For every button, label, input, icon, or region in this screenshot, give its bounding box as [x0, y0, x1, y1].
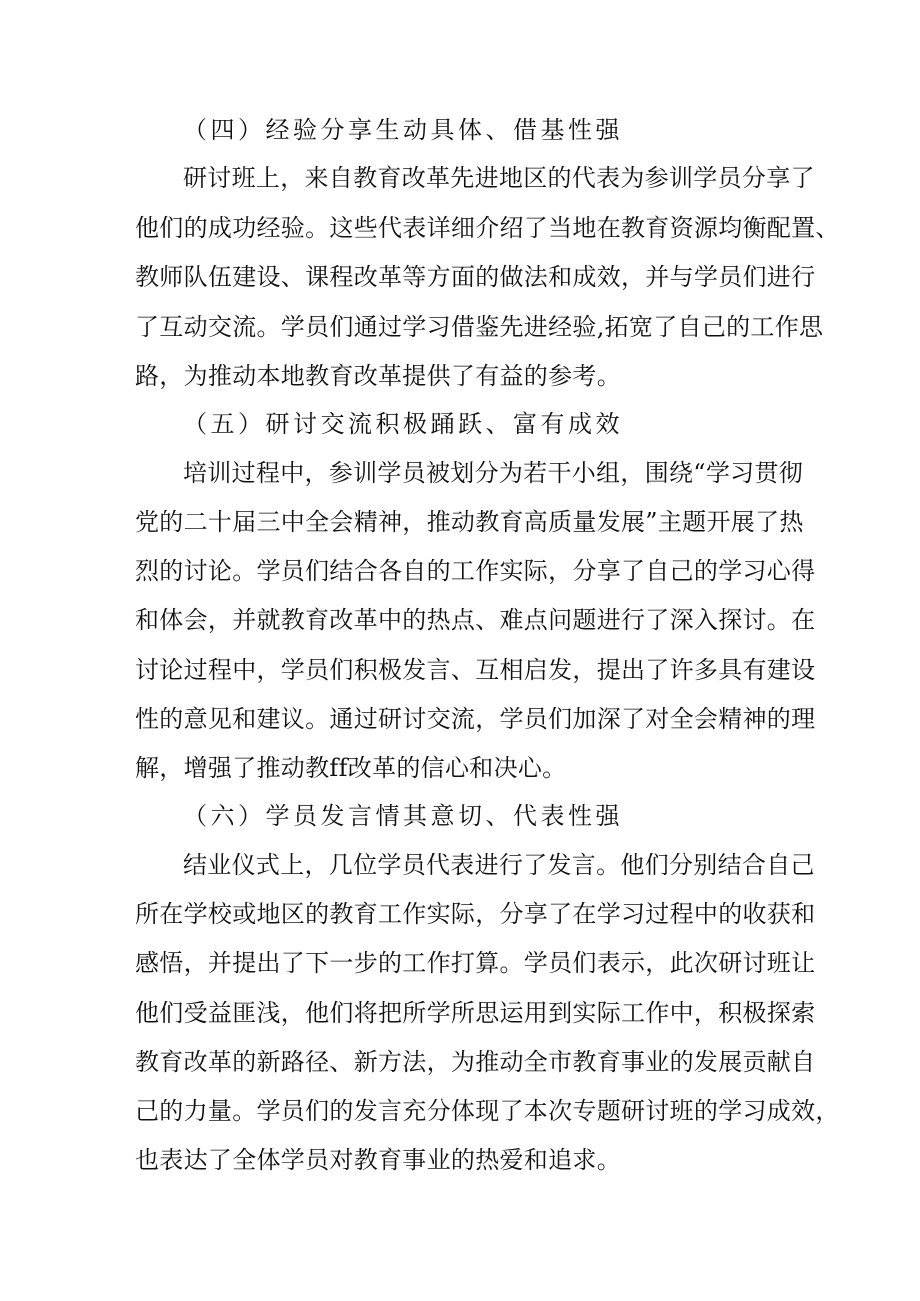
paragraph-line: 教师队伍建设、课程改革等方面的做法和成效，并与学员们进行: [135, 263, 816, 291]
paragraph-line: 了互动交流。学员们通过学习借鉴先进经验,拓宽了自己的工作思: [135, 313, 824, 341]
section-heading-4: （四）经验分享生动具体、借基性强: [183, 116, 623, 144]
section-heading-6: （六）学员发言情其意切、代表性强: [183, 802, 623, 830]
section-heading-5: （五）研讨交流积极踊跃、富有成效: [183, 410, 623, 438]
paragraph-line: 讨论过程中，学员们积极发言、互相启发，提出了许多具有建设: [135, 656, 816, 684]
paragraph-line: 解，增强了推动教ff改革的信心和决心。: [135, 754, 567, 782]
paragraph-line: 培训过程中，参训学员被划分为若干小组，围绕“学习贯彻: [183, 459, 804, 487]
paragraph-line: 感悟，并提出了下一步的工作打算。学员们表示，此次研讨班让: [135, 949, 816, 977]
paragraph-line: 己的力量。学员们的发言充分体现了本次专题研讨班的学习成效，: [135, 1097, 840, 1125]
paragraph-line: 教育改革的新路径、新方法，为推动全市教育事业的发展贡献自: [135, 1048, 816, 1076]
paragraph-line: 烈的讨论。学员们结合各自的工作实际，分享了自己的学习心得: [135, 557, 816, 585]
paragraph-line: 他们的成功经验。这些代表详细介绍了当地在教育资源均衡配置、: [135, 214, 840, 242]
paragraph-line: 和体会，并就教育改革中的热点、难点问题进行了深入探讨。在: [135, 606, 816, 634]
paragraph-line: 结业仪式上，几位学员代表进行了发言。他们分别结合自己: [183, 851, 815, 879]
paragraph-line: 党的二十届三中全会精神，推动教育高质量发展”主题开展了热: [135, 508, 804, 536]
paragraph-line: 路，为推动本地教育改革提供了有益的参考。: [135, 362, 621, 390]
paragraph-line: 也表达了全体学员对教育事业的热爱和追求。: [135, 1146, 621, 1174]
paragraph-line: 研讨班上，来自教育改革先进地区的代表为参训学员分享了: [183, 164, 815, 192]
paragraph-line: 他们受益匪浅，他们将把所学所思运用到实际工作中，积极探索: [135, 999, 816, 1027]
paragraph-line: 所在学校或地区的教育工作实际，分享了在学习过程中的收获和: [135, 900, 816, 928]
paragraph-line: 性的意见和建议。通过研讨交流，学员们加深了对全会精神的理: [135, 705, 816, 733]
